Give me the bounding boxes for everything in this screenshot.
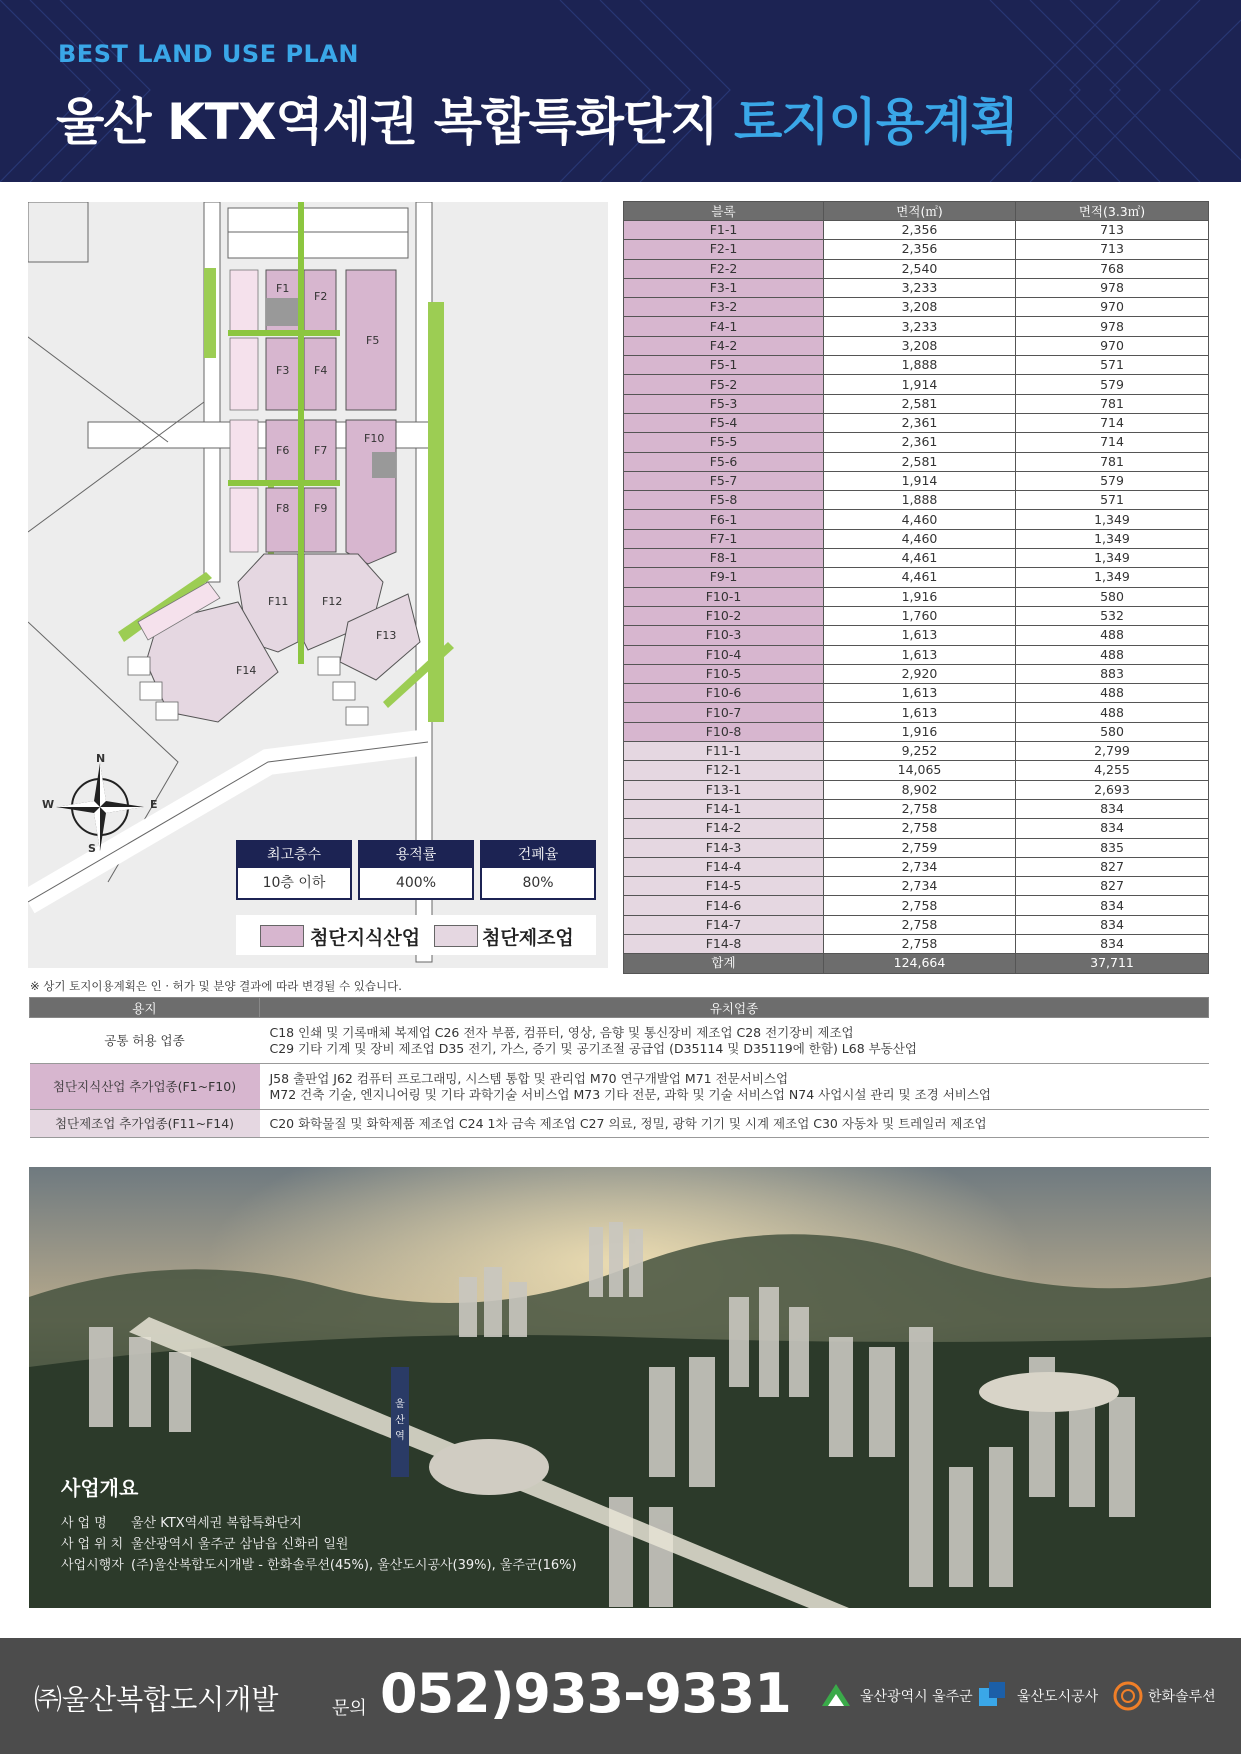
- cell-area-pyeong: 488: [1016, 703, 1209, 722]
- cell-area-m2: 2,356: [824, 221, 1016, 240]
- cell-block: F5-6: [624, 452, 824, 471]
- cell-area-m2: 4,461: [824, 549, 1016, 568]
- table-row: [624, 298, 1209, 317]
- cell-area-m2: 2,361: [824, 413, 1016, 432]
- block-label-f11: F11: [268, 595, 289, 608]
- cell-area-pyeong: 1,349: [1016, 549, 1209, 568]
- table-header-row: [30, 998, 1209, 1018]
- cell-area-pyeong: 579: [1016, 471, 1209, 490]
- block-label-f10: F10: [364, 432, 385, 445]
- cell-area-pyeong: 580: [1016, 587, 1209, 606]
- table-row: [624, 857, 1209, 876]
- industry-line: C29 기타 기계 및 장비 제조업 D35 전기, 가스, 증기 및 공기조절 공급업 (D35114 및 D35119에 한함) L68 부동산업: [269, 1040, 917, 1056]
- cell-area-m2: 2,758: [824, 799, 1016, 818]
- cell-area-pyeong: 834: [1016, 896, 1209, 915]
- table-row: [624, 433, 1209, 452]
- category-label: 첨단지식산업 추가업종(F1~F10): [30, 1064, 260, 1110]
- cell-area-pyeong: 834: [1016, 819, 1209, 838]
- overview-row-location: [61, 1533, 348, 1552]
- overview-key: 사업명: [61, 1516, 111, 1531]
- table-row: [624, 742, 1209, 761]
- logo-ulsan-corp: [975, 1678, 1099, 1714]
- cell-area-m2: 2,758: [824, 915, 1016, 934]
- header-banner: [0, 0, 1241, 182]
- col-header-area-pyeong: 면적(3.3㎡): [1016, 202, 1209, 221]
- ulsan-corp-logo-icon: [975, 1678, 1011, 1714]
- total-label: 합계: [624, 954, 824, 973]
- cell-block: F10-2: [624, 606, 824, 625]
- cell-block: F10-7: [624, 703, 824, 722]
- cell-block: F3-2: [624, 298, 824, 317]
- category-label: 첨단제조업 추가업종(F11~F14): [30, 1110, 260, 1138]
- stat-floor-area-ratio: [358, 840, 474, 900]
- cell-area-m2: 4,460: [824, 529, 1016, 548]
- cell-area-m2: 4,461: [824, 568, 1016, 587]
- logo-hanwha: [1110, 1678, 1216, 1714]
- table-header-row: [624, 202, 1209, 221]
- industry-line: C18 인쇄 및 기록매체 복제업 C26 전자 부품, 컴퓨터, 영상, 음향 및 통신장비 제조업 C28 전기장비 제조업: [269, 1024, 854, 1040]
- stat-label: 용적률: [360, 842, 472, 868]
- industry-line: J58 출판업 J62 컴퓨터 프로그래밍, 시스템 통합 및 관리업 M70 연구개발업 M71 전문서비스업: [269, 1070, 789, 1086]
- cell-block: F14-6: [624, 896, 824, 915]
- legend-label-knowledge: 첨단지식산업: [310, 927, 421, 949]
- block-label-f3: F3: [276, 364, 290, 377]
- table-row: [30, 1018, 1209, 1064]
- table-row: [624, 278, 1209, 297]
- page-title: [56, 82, 1018, 154]
- table-row: [624, 221, 1209, 240]
- cell-block: F14-3: [624, 838, 824, 857]
- cell-area-pyeong: 488: [1016, 684, 1209, 703]
- block-label-f6: F6: [276, 444, 290, 457]
- footer: [0, 1638, 1241, 1754]
- compass-w-label: W: [42, 798, 55, 811]
- cell-area-pyeong: 713: [1016, 221, 1209, 240]
- cell-block: F6-1: [624, 510, 824, 529]
- stat-value: 10층 이하: [262, 875, 326, 891]
- overview-value: 울산 KTX역세권 복합특화단지: [131, 1516, 302, 1531]
- legend-label-manufacturing: 첨단제조업: [482, 927, 574, 949]
- block-label-f7: F7: [314, 444, 328, 457]
- cell-area-m2: 1,613: [824, 645, 1016, 664]
- cell-block: F14-4: [624, 857, 824, 876]
- hanwha-logo-icon: [1110, 1678, 1146, 1714]
- header-subtitle: BEST LAND USE PLAN: [58, 40, 359, 68]
- footer-phone: 052)933-9331: [380, 1662, 791, 1725]
- cell-block: F4-1: [624, 317, 824, 336]
- cell-area-m2: 1,916: [824, 587, 1016, 606]
- cell-area-pyeong: 579: [1016, 375, 1209, 394]
- compass-e-label: E: [150, 798, 158, 811]
- cell-area-pyeong: 781: [1016, 452, 1209, 471]
- cell-area-m2: 2,361: [824, 433, 1016, 452]
- area-table-body: [624, 221, 1209, 954]
- table-row: [624, 877, 1209, 896]
- title-main: 울산 KTX역세권 복합특화단지: [56, 93, 718, 151]
- cell-block: F5-1: [624, 356, 824, 375]
- cell-area-pyeong: 1,349: [1016, 510, 1209, 529]
- table-row: [624, 780, 1209, 799]
- table-row: [624, 259, 1209, 278]
- cell-area-m2: 2,734: [824, 857, 1016, 876]
- cell-block: F11-1: [624, 742, 824, 761]
- stat-value: 400%: [395, 875, 437, 891]
- cell-area-m2: 9,252: [824, 742, 1016, 761]
- cell-area-pyeong: 532: [1016, 606, 1209, 625]
- cell-area-m2: 3,233: [824, 278, 1016, 297]
- block-label-f8: F8: [276, 502, 290, 515]
- cell-block: F5-2: [624, 375, 824, 394]
- total-area-m2: 124,664: [824, 954, 1016, 973]
- block-label-f13: F13: [376, 629, 397, 642]
- table-row: [624, 819, 1209, 838]
- overview-row-developer: [61, 1554, 577, 1573]
- cell-area-pyeong: 970: [1016, 336, 1209, 355]
- cell-area-m2: 1,613: [824, 626, 1016, 645]
- table-row: [624, 703, 1209, 722]
- industry-codes: [260, 1018, 1209, 1064]
- total-area-pyeong: 37,711: [1016, 954, 1209, 973]
- logo-text: 울산도시공사: [1017, 1689, 1099, 1705]
- cell-block: F10-5: [624, 664, 824, 683]
- cell-area-pyeong: 580: [1016, 722, 1209, 741]
- col-header-block: 블록: [624, 202, 824, 221]
- title-highlight: 토지이용계획: [733, 93, 1018, 151]
- station-sign: 울산역: [395, 1399, 405, 1442]
- cell-area-m2: 2,734: [824, 877, 1016, 896]
- cell-block: F2-1: [624, 240, 824, 259]
- cell-block: F5-3: [624, 394, 824, 413]
- cell-area-m2: 2,758: [824, 896, 1016, 915]
- table-row: [624, 491, 1209, 510]
- cell-area-pyeong: 827: [1016, 857, 1209, 876]
- cell-block: F14-7: [624, 915, 824, 934]
- table-row: [624, 452, 1209, 471]
- cell-area-m2: 2,581: [824, 394, 1016, 413]
- area-table: [623, 201, 1209, 974]
- category-label: 공통 허용 업종: [30, 1018, 260, 1064]
- cell-area-pyeong: 827: [1016, 877, 1209, 896]
- logo-text: 한화솔루션: [1148, 1689, 1216, 1705]
- cell-area-m2: 1,760: [824, 606, 1016, 625]
- logo-ulju: [818, 1678, 973, 1714]
- cell-block: F14-2: [624, 819, 824, 838]
- industry-line: M72 건축 기술, 엔지니어링 및 기타 과학기술 서비스업 M73 기타 전문, 과학 및 기술 서비스업 N74 사업시설 관리 및 조경 서비스업: [269, 1086, 992, 1102]
- cell-block: F1-1: [624, 221, 824, 240]
- table-row: [624, 413, 1209, 432]
- industry-codes: [260, 1064, 1209, 1110]
- cell-block: F10-6: [624, 684, 824, 703]
- col-header-area-m2: 면적(㎡): [824, 202, 1016, 221]
- logo-text: 울산광역시 울주군: [860, 1689, 973, 1705]
- cell-area-pyeong: 571: [1016, 356, 1209, 375]
- cell-block: F10-4: [624, 645, 824, 664]
- legend-swatch-knowledge: [260, 925, 304, 947]
- cell-area-pyeong: 834: [1016, 799, 1209, 818]
- cell-area-pyeong: 2,693: [1016, 780, 1209, 799]
- stat-max-floors: [236, 840, 352, 900]
- industry-line: C20 화학물질 및 화학제품 제조업 C24 1차 금속 제조업 C27 의료, 정밀, 광학 기기 및 시계 제조업 C30 자동차 및 트레일러 제조업: [269, 1115, 987, 1131]
- table-row: [624, 626, 1209, 645]
- cell-area-m2: 14,065: [824, 761, 1016, 780]
- cell-area-m2: 3,208: [824, 298, 1016, 317]
- cell-area-pyeong: 834: [1016, 915, 1209, 934]
- cell-area-pyeong: 488: [1016, 626, 1209, 645]
- table-row: [624, 915, 1209, 934]
- industry-table: [29, 997, 1209, 1138]
- cell-area-m2: 3,208: [824, 336, 1016, 355]
- col-header-land-use: 용지: [30, 998, 260, 1018]
- table-row: [624, 471, 1209, 490]
- cell-area-pyeong: 835: [1016, 838, 1209, 857]
- table-row: [624, 684, 1209, 703]
- cell-area-pyeong: 781: [1016, 394, 1209, 413]
- table-row: [624, 529, 1209, 548]
- cell-area-m2: 1,914: [824, 471, 1016, 490]
- cell-area-m2: 2,758: [824, 934, 1016, 953]
- block-label-f4: F4: [314, 364, 328, 377]
- overview-value: (주)울산복합도시개발 - 한화솔루션(45%), 울산도시공사(39%), 울주군(16%): [131, 1558, 577, 1573]
- compass-s-label: S: [88, 842, 96, 855]
- cell-area-m2: 1,613: [824, 684, 1016, 703]
- cell-area-pyeong: 978: [1016, 278, 1209, 297]
- stat-value: 80%: [522, 875, 554, 891]
- map-legend: [236, 915, 596, 955]
- table-row: [624, 722, 1209, 741]
- table-row: [624, 896, 1209, 915]
- col-header-industries: 유치업종: [260, 998, 1209, 1018]
- table-row: [30, 1064, 1209, 1110]
- table-row: [624, 664, 1209, 683]
- table-row: [624, 510, 1209, 529]
- block-label-f12: F12: [322, 595, 343, 608]
- table-row: [624, 317, 1209, 336]
- cell-block: F4-2: [624, 336, 824, 355]
- table-row: [624, 394, 1209, 413]
- cell-area-pyeong: 1,349: [1016, 568, 1209, 587]
- ulju-logo-icon: [818, 1678, 854, 1714]
- block-label-f9: F9: [314, 502, 328, 515]
- cell-area-m2: 8,902: [824, 780, 1016, 799]
- cell-area-m2: 2,581: [824, 452, 1016, 471]
- table-row: [624, 934, 1209, 953]
- table-row: [624, 375, 1209, 394]
- cell-area-pyeong: 978: [1016, 317, 1209, 336]
- compass-n-label: N: [96, 752, 106, 765]
- cell-block: F14-1: [624, 799, 824, 818]
- cell-area-m2: 3,233: [824, 317, 1016, 336]
- cell-block: F2-2: [624, 259, 824, 278]
- cell-block: F5-4: [624, 413, 824, 432]
- cell-area-pyeong: 1,349: [1016, 529, 1209, 548]
- cell-area-m2: 1,916: [824, 722, 1016, 741]
- cell-area-pyeong: 2,799: [1016, 742, 1209, 761]
- cell-area-m2: 1,914: [824, 375, 1016, 394]
- cell-block: F5-5: [624, 433, 824, 452]
- cell-area-m2: 1,613: [824, 703, 1016, 722]
- cell-block: F14-8: [624, 934, 824, 953]
- cell-block: F10-8: [624, 722, 824, 741]
- table-row: [624, 606, 1209, 625]
- cell-area-m2: 2,759: [824, 838, 1016, 857]
- table-row: [624, 799, 1209, 818]
- cell-block: F9-1: [624, 568, 824, 587]
- table-row: [624, 587, 1209, 606]
- cell-block: F3-1: [624, 278, 824, 297]
- table-row: [624, 240, 1209, 259]
- overview-key: 사업시행자: [61, 1558, 124, 1573]
- block-label-f14: F14: [236, 664, 257, 677]
- cell-area-pyeong: 488: [1016, 645, 1209, 664]
- cell-area-pyeong: 768: [1016, 259, 1209, 278]
- table-row: [624, 549, 1209, 568]
- map-note: ※ 상기 토지이용계획은 인 · 허가 및 분양 결과에 따라 변경될 수 있습니다.: [30, 979, 402, 993]
- table-row: [624, 336, 1209, 355]
- cell-area-m2: 2,356: [824, 240, 1016, 259]
- cell-area-pyeong: 970: [1016, 298, 1209, 317]
- land-use-map: [28, 202, 608, 968]
- cell-area-pyeong: 571: [1016, 491, 1209, 510]
- aerial-rendering: [29, 1167, 1211, 1608]
- cell-area-pyeong: 883: [1016, 664, 1209, 683]
- table-row: [624, 761, 1209, 780]
- cell-block: F5-8: [624, 491, 824, 510]
- stat-coverage-ratio: [480, 840, 596, 900]
- overview-row-name: [61, 1512, 302, 1531]
- cell-area-pyeong: 714: [1016, 413, 1209, 432]
- cell-block: F8-1: [624, 549, 824, 568]
- cell-block: F5-7: [624, 471, 824, 490]
- cell-area-m2: 4,460: [824, 510, 1016, 529]
- stat-label: 건폐율: [482, 842, 594, 868]
- cell-block: F12-1: [624, 761, 824, 780]
- cell-area-pyeong: 4,255: [1016, 761, 1209, 780]
- footer-inquiry-label: 문의: [332, 1698, 367, 1719]
- cell-block: F14-5: [624, 877, 824, 896]
- overview-key: 사업위치: [61, 1537, 128, 1552]
- table-row: [624, 568, 1209, 587]
- cell-block: F7-1: [624, 529, 824, 548]
- cell-area-m2: 1,888: [824, 491, 1016, 510]
- table-row: [624, 838, 1209, 857]
- industry-codes: [260, 1110, 1209, 1138]
- cell-block: F13-1: [624, 780, 824, 799]
- footer-company: ㈜울산복합도시개발: [34, 1683, 279, 1716]
- block-label-f1: F1: [276, 282, 290, 295]
- overview-value: 울산광역시 울주군 삼남읍 신화리 일원: [131, 1537, 349, 1552]
- stat-label: 최고층수: [238, 842, 350, 868]
- cell-area-m2: 2,758: [824, 819, 1016, 838]
- legend-swatch-manufacturing: [434, 925, 478, 947]
- cell-area-pyeong: 714: [1016, 433, 1209, 452]
- table-row: [30, 1110, 1209, 1138]
- block-label-f5: F5: [366, 334, 380, 347]
- cell-area-m2: 2,540: [824, 259, 1016, 278]
- cell-block: F10-1: [624, 587, 824, 606]
- overview-title: 사업개요: [61, 1476, 139, 1500]
- cell-area-pyeong: 713: [1016, 240, 1209, 259]
- table-total-row: [624, 954, 1209, 973]
- table-row: [624, 356, 1209, 375]
- cell-area-m2: 2,920: [824, 664, 1016, 683]
- table-row: [624, 645, 1209, 664]
- cell-area-m2: 1,888: [824, 356, 1016, 375]
- cell-block: F10-3: [624, 626, 824, 645]
- block-label-f2: F2: [314, 290, 328, 303]
- cell-area-pyeong: 834: [1016, 934, 1209, 953]
